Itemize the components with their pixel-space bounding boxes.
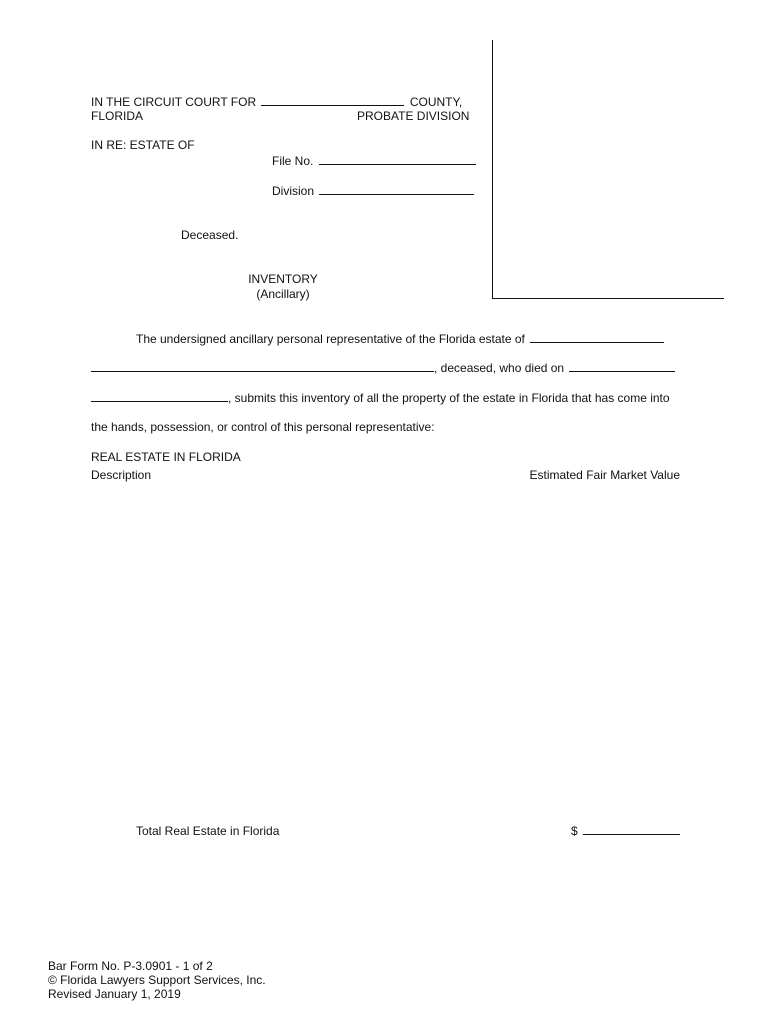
body-line-1-text: The undersigned ancillary personal representative of the Florida estate of [136, 332, 525, 346]
state-label: FLORIDA [91, 109, 144, 123]
body-line-4: the hands, possession, or control of this personal representative: [91, 420, 435, 434]
stamp-box-horizontal-rule [492, 298, 724, 299]
body-line-1 [136, 331, 664, 346]
body-line-3 [91, 390, 670, 405]
estate-name-blank[interactable] [530, 331, 664, 343]
real-estate-heading: REAL ESTATE IN FLORIDA [91, 450, 241, 464]
stamp-box-vertical-rule [492, 40, 493, 299]
division-label: Division [272, 184, 315, 198]
court-prefix: IN THE CIRCUIT COURT FOR [91, 95, 257, 109]
body-line-2-text: , deceased, who died on [434, 361, 565, 375]
total-value-blank[interactable] [583, 823, 680, 835]
date-of-death-blank[interactable] [569, 360, 675, 372]
body-line-3-text: , submits this inventory of all the property of the estate in Florida that has come into [228, 391, 670, 405]
body-line-2 [91, 360, 675, 375]
total-value-row [571, 823, 680, 838]
county-suffix: COUNTY, [409, 95, 463, 109]
currency-symbol: $ [571, 824, 578, 838]
decedent-name-blank[interactable] [91, 360, 434, 372]
copyright-notice: © Florida Lawyers Support Services, Inc. [48, 973, 266, 987]
total-real-estate-label: Total Real Estate in Florida [136, 824, 280, 838]
revision-date: Revised January 1, 2019 [48, 987, 181, 1001]
court-caption-line [91, 94, 462, 109]
division-blank[interactable] [319, 183, 474, 195]
bar-form-number: Bar Form No. P-3.0901 - 1 of 2 [48, 959, 213, 973]
deceased-label: Deceased. [181, 228, 239, 242]
file-no-label: File No. [272, 154, 314, 168]
file-no-blank[interactable] [319, 153, 476, 165]
division-row [272, 183, 474, 198]
county-blank[interactable] [261, 94, 404, 106]
in-re-label: IN RE: ESTATE OF [91, 138, 195, 152]
value-column-header: Estimated Fair Market Value [529, 468, 680, 482]
probate-division-label: PROBATE DIVISION [357, 109, 470, 123]
document-title: INVENTORY [248, 272, 318, 286]
death-date-year-blank[interactable] [91, 390, 228, 402]
description-column-header: Description [91, 468, 152, 482]
file-no-row [272, 153, 476, 168]
document-subtitle: (Ancillary) [256, 287, 310, 301]
